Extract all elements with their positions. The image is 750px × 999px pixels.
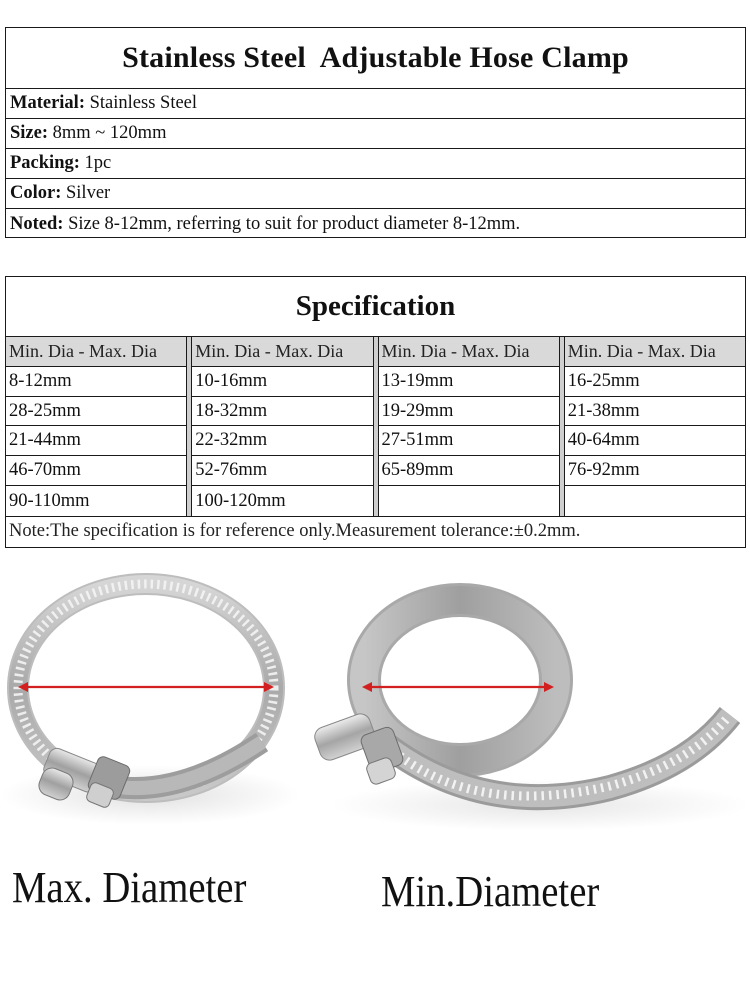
info-label: Material: [10,93,85,113]
spec-cell: 21-38mm [565,397,745,427]
specification-grid [6,337,745,517]
spec-column-1 [6,337,186,516]
info-row-size [6,119,745,149]
info-row-noted [6,209,745,239]
clamp-min-diameter-photo [310,580,750,840]
spec-cell: 21-44mm [6,426,186,456]
specification-table [5,276,746,548]
info-row-color [6,179,745,209]
spec-cell: 52-76mm [192,456,372,486]
spec-cell: 40-64mm [565,426,745,456]
spec-column-3 [379,337,559,516]
spec-cell: 76-92mm [565,456,745,486]
product-info-table [5,27,746,238]
specification-title: Specification [6,277,745,337]
spec-column-4 [565,337,745,516]
min-diameter-arrow [362,682,554,692]
spec-cell [565,486,745,516]
spec-cell: 90-110mm [9,490,90,511]
info-label: Noted: [10,213,64,234]
spec-cell: 18-32mm [192,397,372,427]
spec-cell: 65-89mm [379,456,559,486]
info-value: Size 8-12mm, referring to suit for product diameter 8-12mm. [63,213,521,234]
spec-cell: 22-32mm [192,426,372,456]
spec-column-header: Min. Dia - Max. Dia [379,337,559,367]
specification-note: Note:The specification is for reference only.Measurement tolerance:±0.2mm. [9,521,581,541]
max-diameter-arrow [18,682,274,692]
clamp-max-diameter-photo [0,570,330,840]
spec-cell: 100-120mm [195,490,286,511]
spec-cell: 13-19mm [379,367,559,397]
info-label: Color: [10,183,62,203]
min-diameter-caption: Min.Diameter [381,867,600,916]
info-row-packing [6,149,745,179]
spec-column-header: Min. Dia - Max. Dia [565,337,745,367]
info-value: Silver [61,183,111,203]
spec-cell: 27-51mm [379,426,559,456]
spec-column-header: Min. Dia - Max. Dia [192,337,372,367]
info-row-material [6,89,745,119]
spec-cell: 19-29mm [379,397,559,427]
info-label: Packing: [10,153,80,173]
info-value: Stainless Steel [85,93,198,113]
spec-column-2 [192,337,372,516]
spec-cell: 46-70mm [6,456,186,486]
info-value: 8mm ~ 120mm [48,123,167,143]
spec-cell: 28-25mm [6,397,186,427]
spec-column-header: Min. Dia - Max. Dia [6,337,186,367]
info-label: Size: [10,123,49,143]
info-value: 1pc [79,153,112,173]
spec-cell: 16-25mm [565,367,745,397]
spec-cell: 8-12mm [6,367,186,397]
spec-cell: 10-16mm [192,367,372,397]
product-title: Stainless Steel Adjustable Hose Clamp [6,28,745,89]
spec-cell [379,486,559,516]
max-diameter-caption: Max. Diameter [12,863,247,912]
